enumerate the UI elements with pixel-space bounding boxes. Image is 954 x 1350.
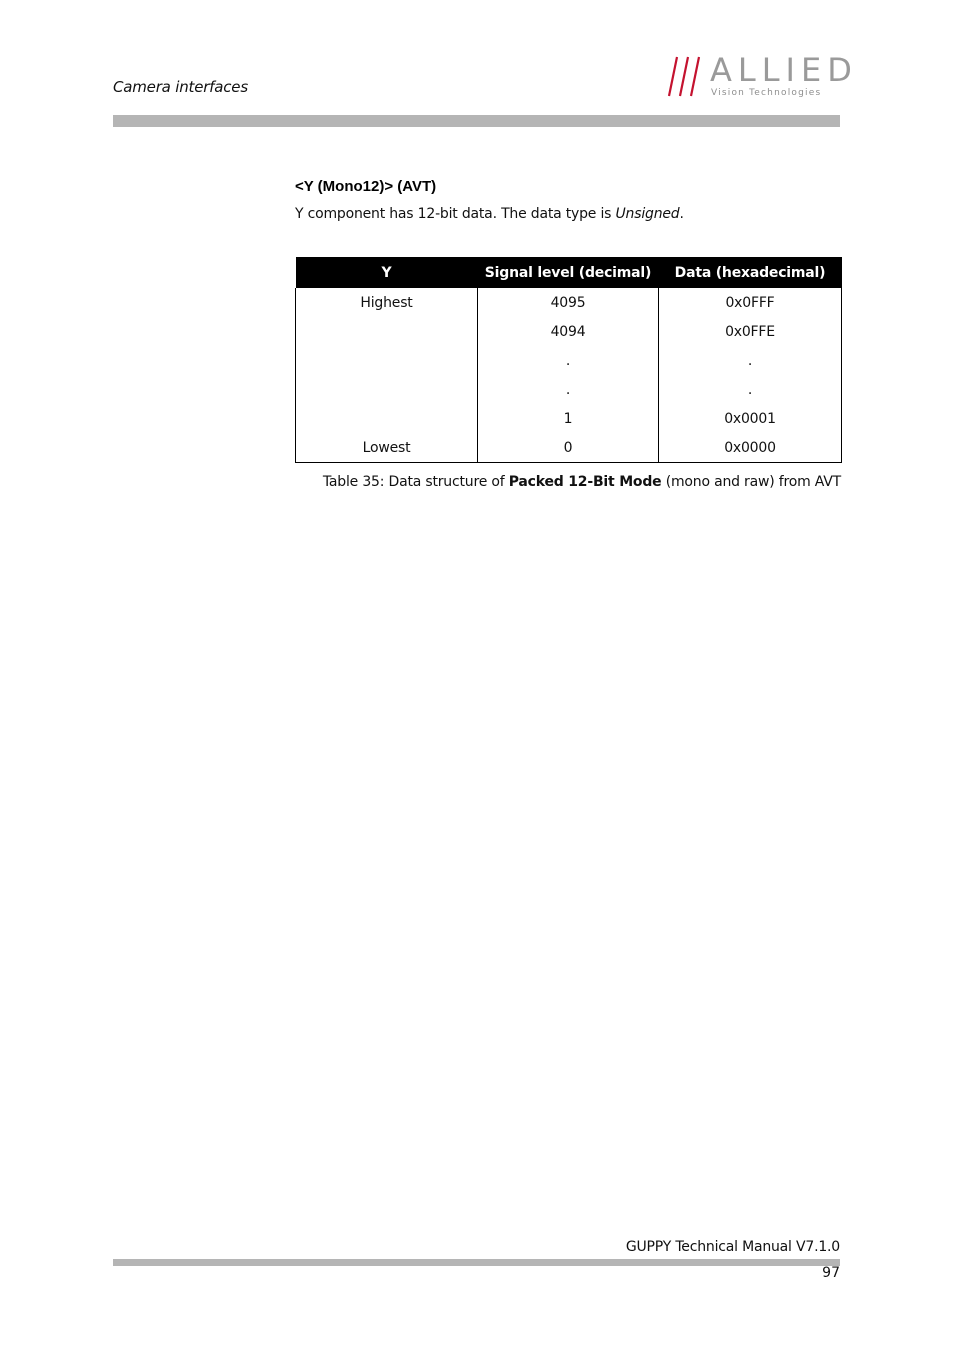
- table-cell: .: [478, 375, 659, 404]
- table-cell: 1: [478, 404, 659, 433]
- table-cell: .: [659, 375, 842, 404]
- table-cell: 4095: [478, 288, 659, 317]
- caption-bold: Packed 12-Bit Mode: [508, 474, 662, 490]
- table-cell: 4094: [478, 317, 659, 346]
- table-cell: Highest: [296, 288, 478, 317]
- table-row: [296, 375, 842, 404]
- section-heading: <Y (Mono12)> (AVT): [295, 178, 437, 195]
- intro-paragraph: [295, 206, 684, 222]
- table-cell: 0x0000: [659, 433, 842, 463]
- table-cell: .: [659, 346, 842, 375]
- data-structure-table: [295, 257, 842, 463]
- table-row: [296, 317, 842, 346]
- table-cell: [296, 375, 478, 404]
- table-header-row: [296, 257, 842, 288]
- intro-text: Y component has 12-bit data. The data type is: [295, 206, 616, 222]
- logo-subline: Vision Technologies: [711, 88, 822, 98]
- header-rule: [113, 115, 840, 127]
- table-cell: Lowest: [296, 433, 478, 463]
- table-cell: [296, 317, 478, 346]
- table-row: [296, 404, 842, 433]
- logo-slashes-icon: [666, 54, 710, 100]
- column-header-signal-level: Signal level (decimal): [478, 257, 659, 288]
- column-header-y: Y: [296, 257, 478, 288]
- footer-rule: [113, 1259, 840, 1266]
- table-row: [296, 433, 842, 463]
- page-number: 97: [822, 1265, 840, 1281]
- logo-wordmark: ALLIED: [710, 51, 858, 89]
- table-row: [296, 288, 842, 317]
- caption-prefix: Table 35: Data structure of: [322, 474, 509, 490]
- running-header: Camera interfaces: [113, 78, 248, 96]
- table-cell: 0: [478, 433, 659, 463]
- table-cell: .: [478, 346, 659, 375]
- footer-manual-title: GUPPY Technical Manual V7.1.0: [625, 1239, 840, 1255]
- table-row: [296, 346, 842, 375]
- table-cell: [296, 346, 478, 375]
- caption-suffix: (mono and raw) from AVT: [661, 474, 841, 490]
- column-header-data-hex: Data (hexadecimal): [659, 257, 842, 288]
- intro-suffix: .: [679, 206, 684, 222]
- company-logo: [666, 51, 858, 100]
- table-caption: [295, 474, 841, 490]
- table-cell: 0x0FFF: [659, 288, 842, 317]
- table-cell: 0x0001: [659, 404, 842, 433]
- table-cell: [296, 404, 478, 433]
- table-cell: 0x0FFE: [659, 317, 842, 346]
- intro-emphasis: Unsigned: [615, 206, 680, 222]
